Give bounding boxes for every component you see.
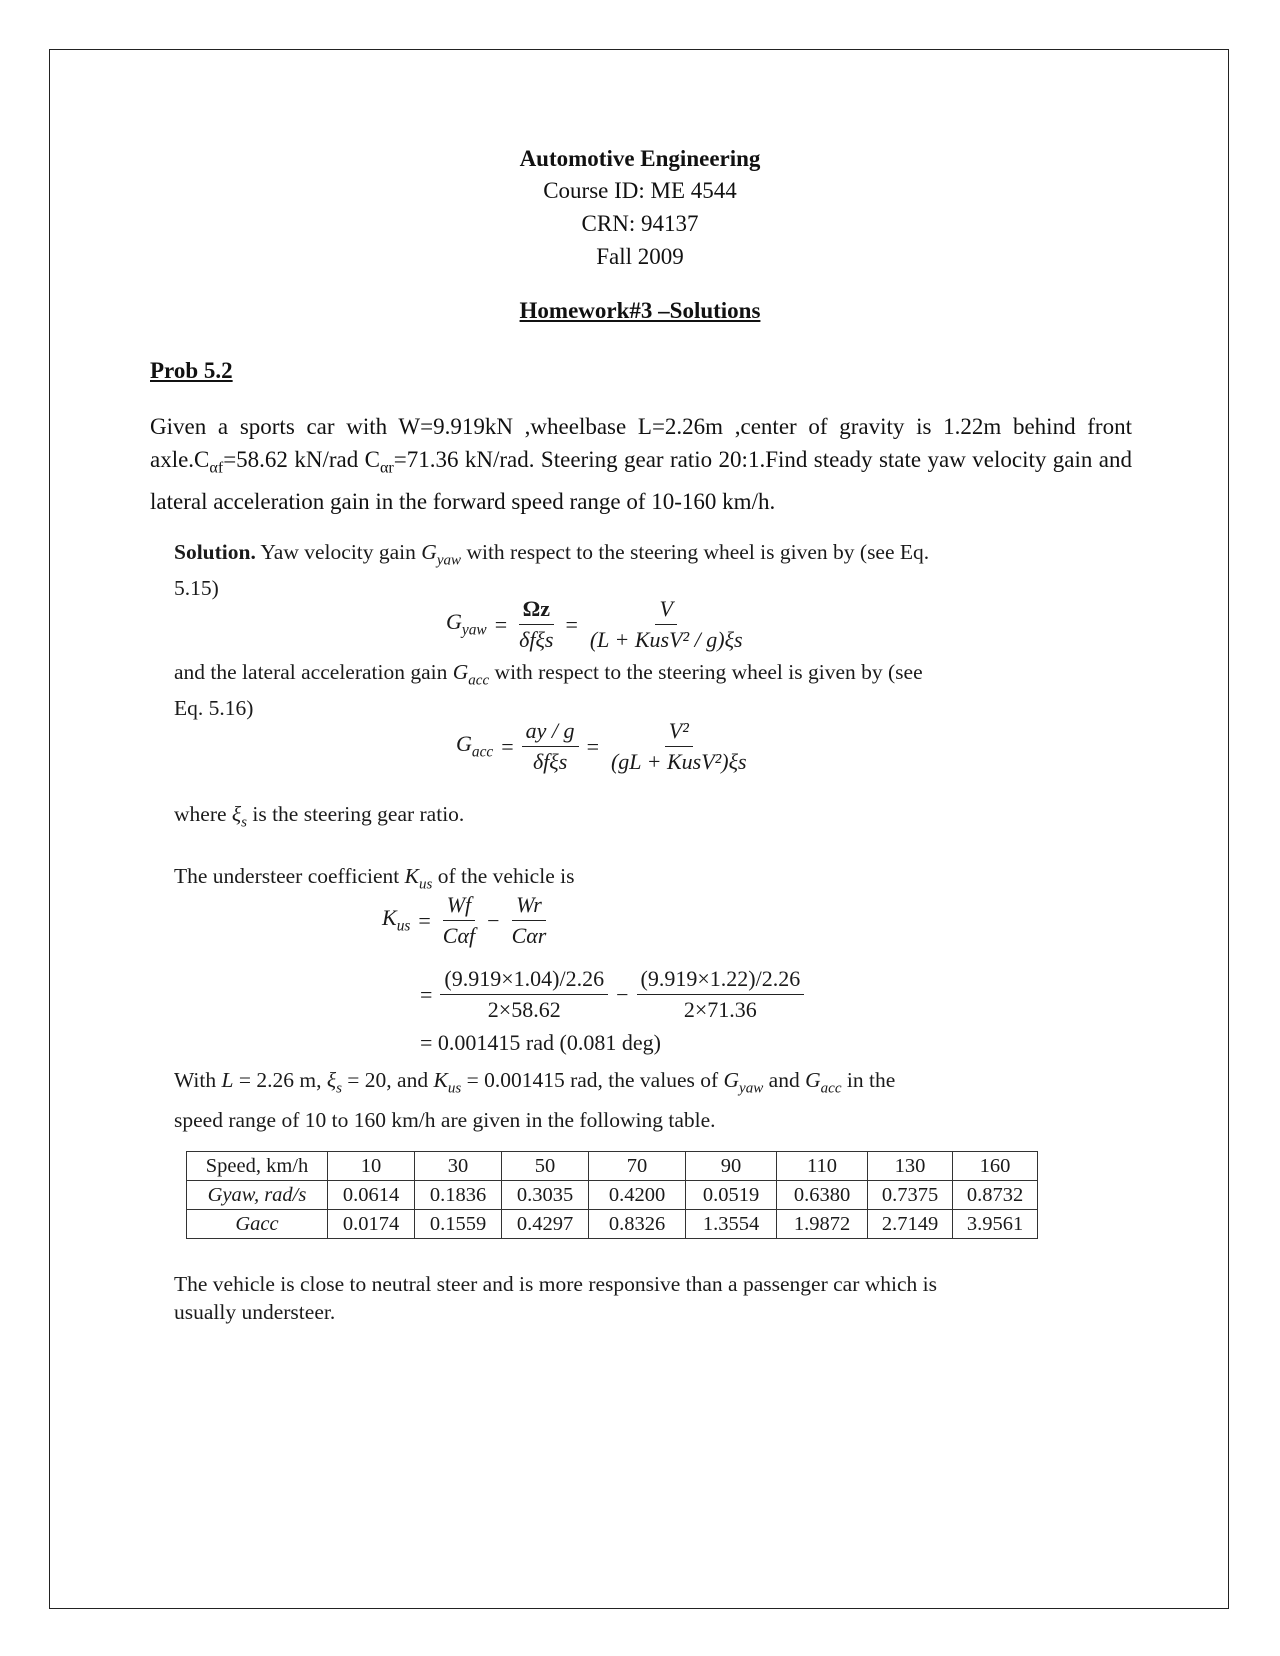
given-sub-f: αf [209,459,224,477]
homework-title [0,298,1280,324]
gacc-equation [456,718,751,775]
gyaw-cell: 0.7375 [868,1181,953,1210]
speed-cell: 160 [953,1152,1038,1181]
gyaw-frac-1: $\frac{\Omega z}{\text{δfξs}}$ [519,596,554,652]
table-row-gyaw [187,1181,1038,1210]
sol-p5g: speed range of 10 to 160 km/h are given in the following table. [174,1108,716,1133]
sol-p3b: is the steering gear ratio. [246,802,465,826]
gyaw-cell: 0.3035 [502,1181,589,1210]
gyaw-cell: 0.4200 [589,1181,686,1210]
eq-sign: = [494,611,508,637]
gacc-frac-2: $\frac{\text{V²}}{\text{(gL + KusV²)ξs}}$ [610,718,747,774]
gyaw-cell: 0.0614 [328,1181,415,1210]
course-title: Automotive Engineering [519,146,761,171]
gain-table [186,1151,1038,1239]
eq-sign: = [586,733,599,759]
solution-gear-ratio [174,800,464,836]
gyaw-symbol-2: $G_{yaw}$ [723,1068,764,1097]
kus-symbol-2: $K_{us}$ [433,1068,462,1097]
eq-sign: = [418,907,431,933]
gacc-cell: 1.3554 [686,1210,777,1239]
eq-sign: = [501,733,514,759]
sol-p4a: The understeer coefficient [174,864,405,888]
kus-result: = 0.001415 rad (0.081 deg) [420,1030,661,1055]
problem-statement [150,410,1132,518]
given-text-2: =58.62 kN/rad C [223,447,380,472]
row-label-gacc: Gacc [187,1210,328,1239]
speed-cell: 110 [777,1152,868,1181]
table-row-gacc [187,1210,1038,1239]
sol-p2c: Eq. 5.16) [174,696,254,721]
sol-p4b: of the vehicle is [432,864,575,888]
minus-sign: − [487,907,500,933]
speed-cell: 50 [502,1152,589,1181]
kus-frac-r: $\frac{Wr}{\text{Cαr}}$ [511,892,547,948]
gyaw-cell: 0.0519 [686,1181,777,1210]
gacc-cell: 0.0174 [328,1210,415,1239]
kus-lhs: $K_{us}$ [382,905,411,935]
conclusion-line-2: usually understeer. [174,1300,336,1324]
gyaw-equation [446,596,747,653]
speed-cell: 70 [589,1152,686,1181]
sol-p1a: Yaw velocity gain [255,540,422,564]
row-label-speed: Speed, km/h [187,1152,328,1181]
sol-p3a: where [174,802,232,826]
speed-cell: 90 [686,1152,777,1181]
table-row-speed [187,1152,1038,1181]
course-id: Course ID: ME 4544 [543,178,737,203]
solution-gacc-text [174,658,923,722]
solution-label: Solution. [174,540,256,564]
solution-intro [174,538,929,602]
sol-p1c: 5.15) [174,576,219,601]
homework-title-text: Homework#3 –Solutions [519,298,761,323]
eq-sign: = [565,611,578,637]
gacc-cell: 3.9561 [953,1210,1038,1239]
gacc-cell: 2.7149 [868,1210,953,1239]
conclusion [174,1270,937,1326]
l-symbol: L [221,1068,234,1092]
gacc-frac-1: $\frac{ay / g}{\text{δfξs}}$ [522,718,579,775]
gyaw-cell: 0.6380 [777,1181,868,1210]
xi-symbol-2: $\xi_s$ [326,1068,342,1097]
given-text-3: =71.36 kN/rad. Steering gear ratio 20:1.Find steady state yaw velocity gain and lateral acceleration gain in the forward speed range of 10-160 km/h. [150,447,1132,514]
kus-num-frac-2: $\frac{(9.919\times 1.22)/2.26}{2\times 71.36}$ [637,966,805,1023]
eq-sign: = [420,981,433,1007]
solution-values-text: With L = 2.26 m, $\xi_s = 20$, and $K_{us} = 0.001415$ rad, the values of $G_{yaw}$ and $G_{acc}$ in the speed range of 10 to 160 km/h are given in the following table. [174,1068,896,1133]
gacc-symbol-2: $G_{acc}$ [805,1068,842,1097]
kus-equation-1 [382,892,550,949]
crn: CRN: 94137 [581,211,699,236]
conclusion-line-1: The vehicle is close to neutral steer and is more responsive than a passenger car which is [174,1272,937,1296]
gyaw-cell: 0.8732 [953,1181,1038,1210]
gyaw-lhs: $G_{yaw}$ [446,609,487,639]
kus-frac-f: $\frac{Wf}{\text{Cαf}}$ [442,892,476,948]
kus-symbol: $K_{us}$ [404,864,433,893]
gacc-lhs: $G_{acc}$ [456,731,494,761]
kus-num-frac-1: $\frac{(9.919\times 1.04)/2.26}{2\times 58.62}$ [440,966,608,1023]
row-label-gyaw: Gyaw, rad/s [187,1181,328,1210]
gacc-cell: 1.9872 [777,1210,868,1239]
gacc-cell: 0.4297 [502,1210,589,1239]
gyaw-frac-2: $\frac{V}{\text{(L + KusV² / g)ξs}}$ [589,596,743,652]
kus-equation-2 [420,966,804,1023]
given-text-1: Given a sports car with W=9.919kN ,wheelbase L=2.26m ,center of gravity is 1.22m behind front axle.C [150,414,1132,472]
problem-label: Prob 5.2 [150,358,233,383]
gyaw-cell: 0.1836 [415,1181,502,1210]
gacc-cell: 0.8326 [589,1210,686,1239]
given-sub-r: αr [379,459,394,477]
sol-p2a: and the lateral acceleration gain [174,660,453,684]
sol-p2b: with respect to the steering wheel is given by (see [489,660,923,684]
term: Fall 2009 [596,244,684,269]
gacc-symbol: $G_{acc}$ [452,660,490,689]
speed-cell: 10 [328,1152,415,1181]
minus-sign: − [616,981,629,1007]
gyaw-symbol: $G_{yaw}$ [421,540,462,569]
gacc-cell: 0.1559 [415,1210,502,1239]
sol-p1b: with respect to the steering wheel is given by (see Eq. [461,540,930,564]
speed-cell: 30 [415,1152,502,1181]
speed-cell: 130 [868,1152,953,1181]
xi-symbol: $\xi_s$ [231,802,247,831]
